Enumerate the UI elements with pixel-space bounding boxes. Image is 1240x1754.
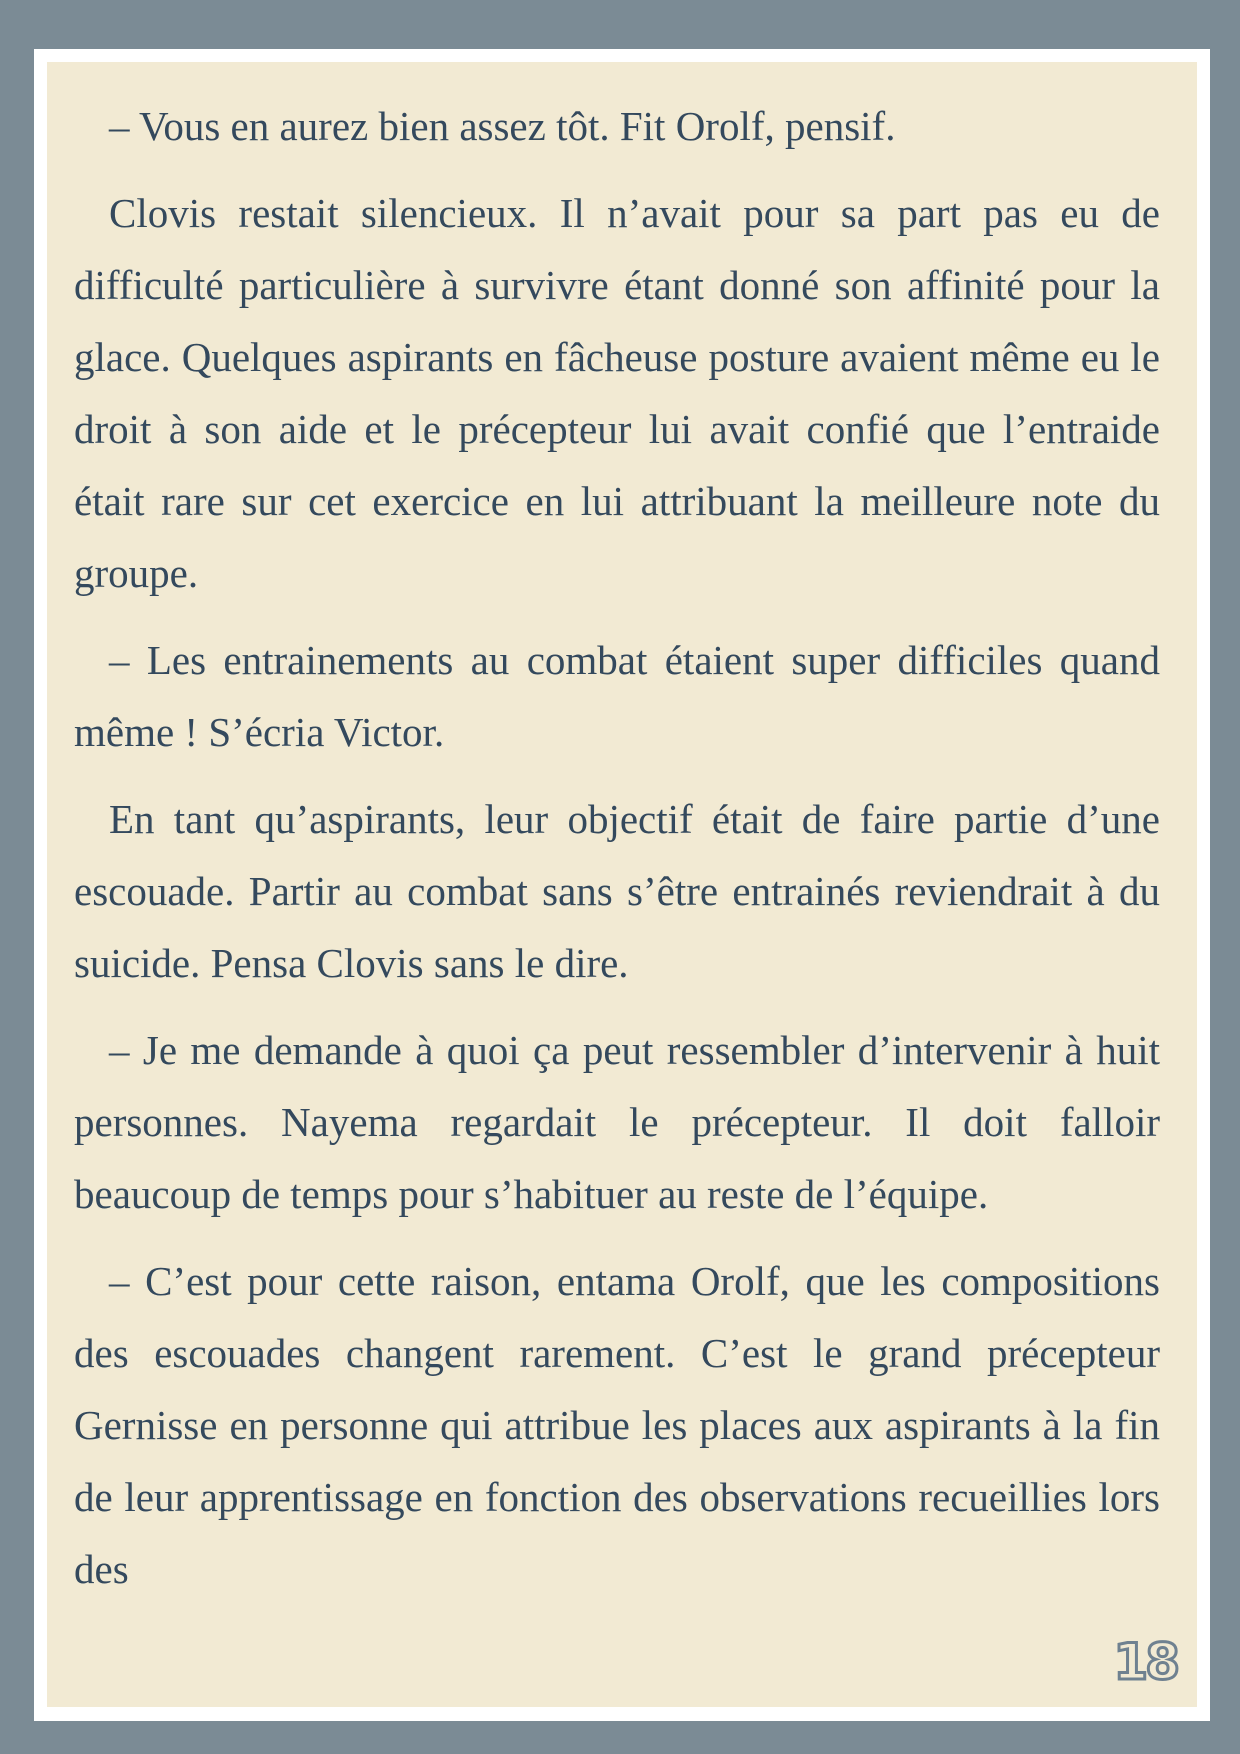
- page-number: 18: [1113, 1633, 1177, 1691]
- paragraph: En tant qu’aspirants, leur objectif était de faire partie d’une escouade. Partir au combat sans s’être entrainés reviendrait à du suicide. Pensa Clovis sans le dire.: [74, 796, 1160, 986]
- paragraph: – Je me demande à quoi ça peut ressembler d’intervenir à huit personnes. Nayema regardait le précepteur. Il doit falloir beaucoup de temps pour s’habituer au reste de l’équipe.: [74, 1027, 1160, 1217]
- paragraph: – Vous en aurez bien assez tôt. Fit Orolf, pensif.: [109, 103, 896, 149]
- page-body-text: [74, 90, 1160, 1620]
- paragraph: Clovis restait silencieux. Il n’avait pour sa part pas eu de difficulté particulière à survivre étant donné son affinité pour la glace. Quelques aspirants en fâcheuse posture avaient même eu le droit à son aide et le précepteur lui avait confié que l’entraide était rare sur cet exercice en lui attribuant la meilleure note du groupe.: [74, 190, 1160, 596]
- paragraph: – Les entrainements au combat étaient super difficiles quand même ! S’écria Victor.: [74, 637, 1160, 755]
- paragraph: – C’est pour cette raison, entama Orolf, que les compositions des escouades changent rarement. C’est le grand précepteur Gernisse en personne qui attribue les places aux aspirants à la fin de leur apprentissage en fonction des observations recueillies lors des: [74, 1258, 1160, 1592]
